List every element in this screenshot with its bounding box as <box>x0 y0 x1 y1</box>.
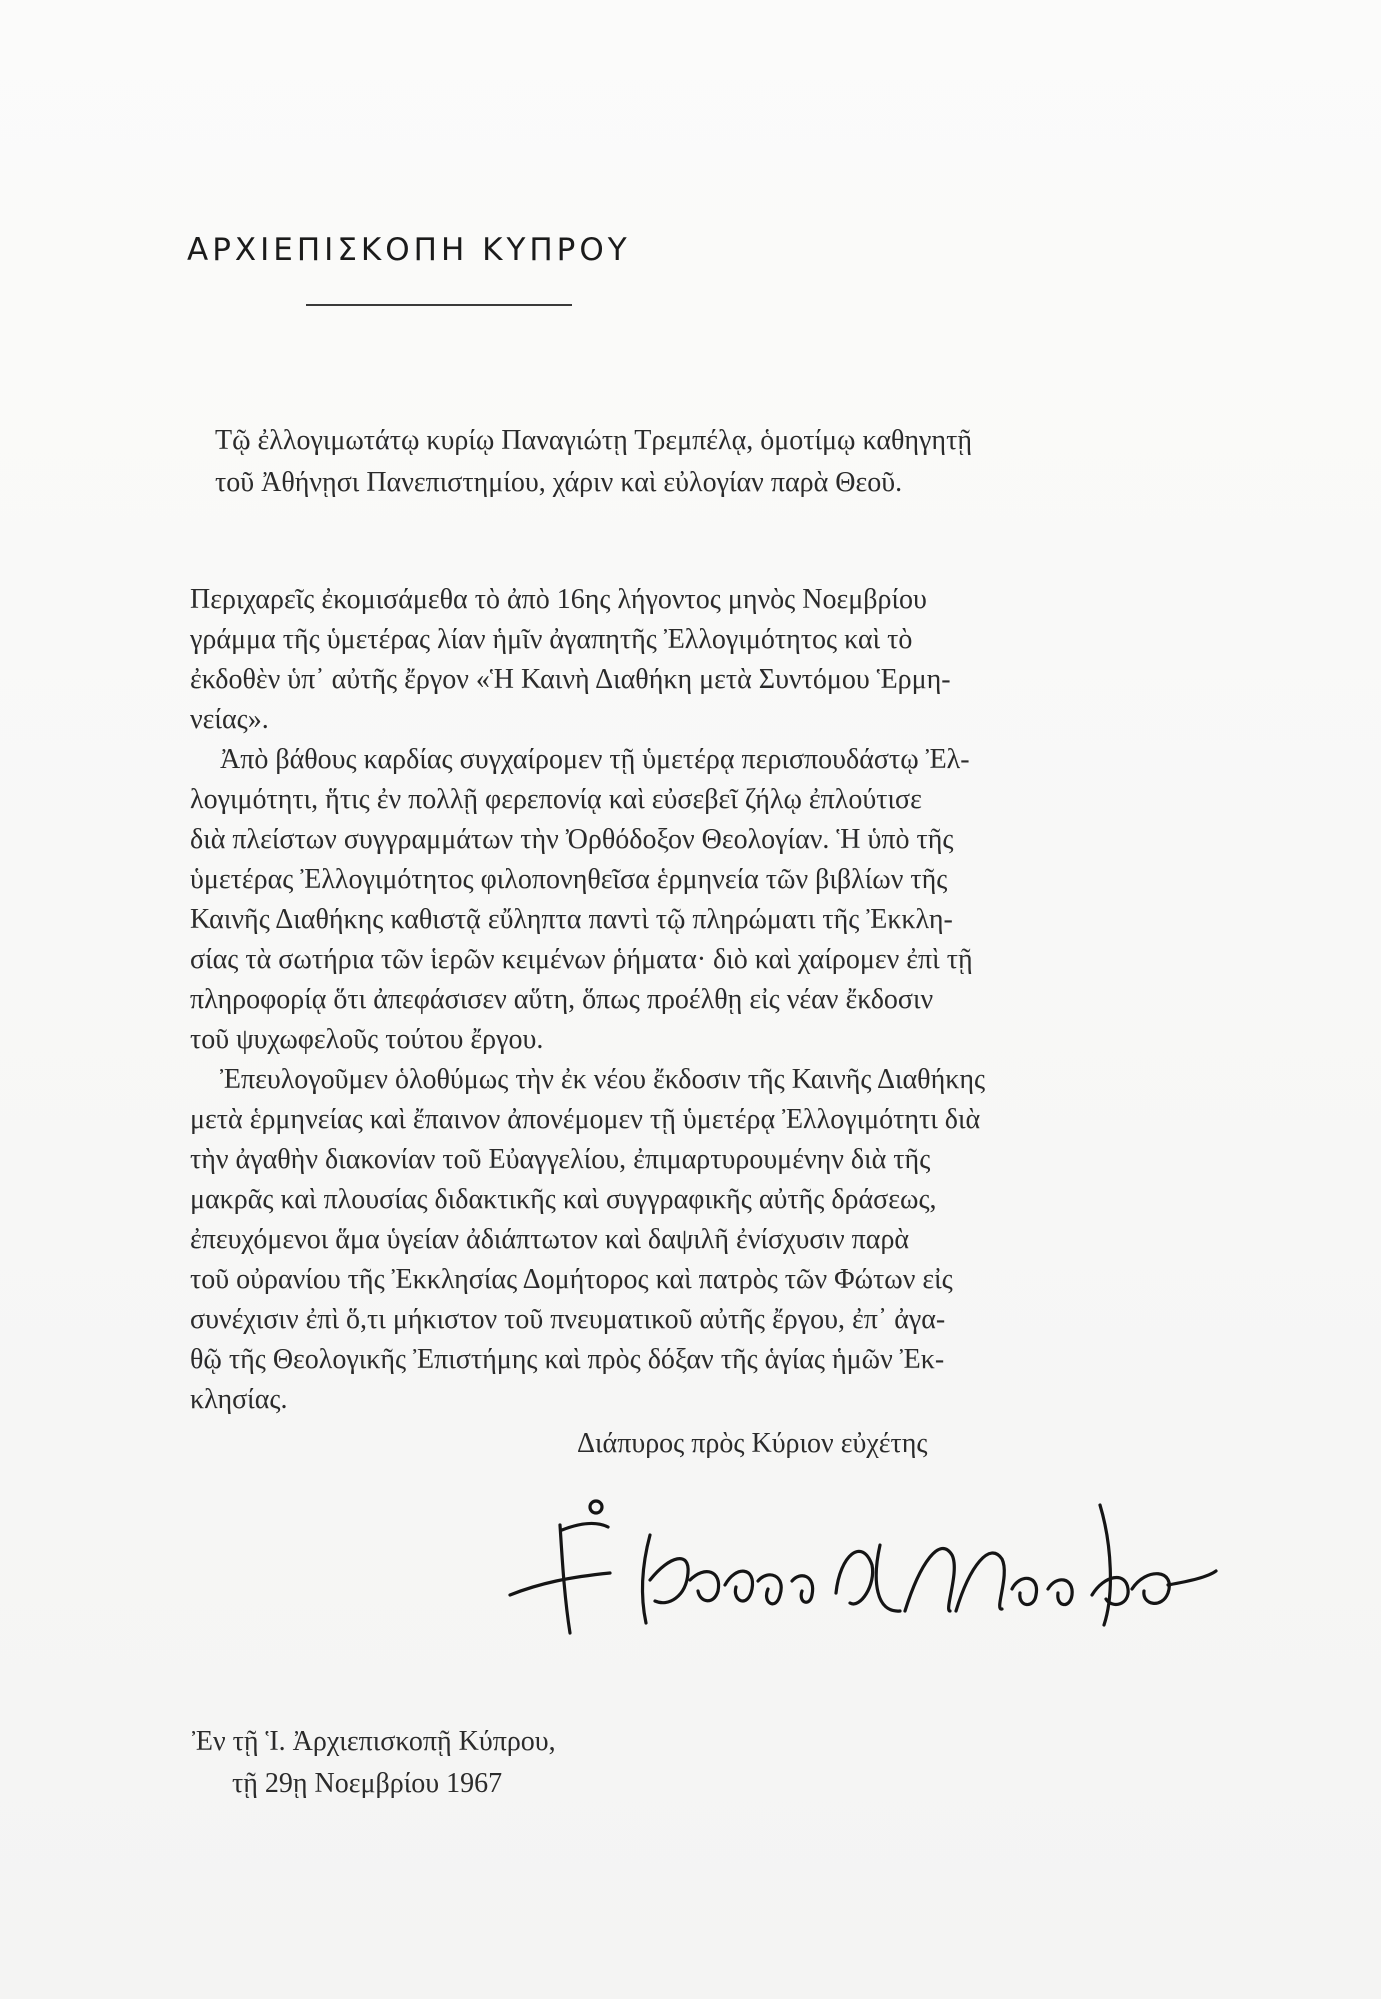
letterhead-title: ΑΡΧΙΕΠΙΣΚΟΠΗ ΚΥΠΡΟΥ <box>187 232 631 268</box>
body-line-8: ὑμετέρας Ἐλλογιμότητος φιλοπονηθεῖσα ἑρμηνεία τῶν βιβλίων τῆς <box>190 864 948 895</box>
body-line-11: πληροφορίᾳ ὅτι ἀπεφάσισεν αὕτη, ὅπως προέλθῃ εἰς νέαν ἔκδοσιν <box>190 984 934 1015</box>
body-line-17: ἐπευχόμενοι ἅμα ὑγείαν ἀδιάπτωτον καὶ δαψιλῆ ἐνίσχυσιν παρὰ <box>190 1224 910 1255</box>
body-line-6: λογιμότητι, ἥτις ἐν πολλῇ φερεπονίᾳ καὶ εὐσεβεῖ ζήλῳ ἐπλούτισε <box>190 784 922 815</box>
place-line: Ἐν τῇ Ἱ. Ἀρχιεπισκοπῇ Κύπρου, <box>192 1726 556 1757</box>
body-line-16: μακρᾶς καὶ πλουσίας διδακτικῆς καὶ συγγραφικῆς αὐτῆς δράσεως, <box>190 1184 937 1215</box>
body-line-21: κλησίας. <box>190 1384 288 1415</box>
body-line-5: Ἀπὸ βάθους καρδίας συγχαίρομεν τῇ ὑμετέρᾳ περισπουδάστῳ Ἐλ- <box>220 744 970 775</box>
body-line-15: τὴν ἀγαθὴν διακονίαν τοῦ Εὐαγγελίου, ἐπιμαρτυρουμένην διὰ τῆς <box>190 1144 931 1175</box>
closing-line: Διάπυρος πρὸς Κύριον εὐχέτης <box>577 1428 928 1459</box>
body-line-2: γράμμα τῆς ὑμετέρας λίαν ἡμῖν ἀγαπητῆς Ἐλλογιμότητος καὶ τὸ <box>190 624 913 655</box>
address-line-1: Τῷ ἐλλογιμωτάτῳ κυρίῳ Παναγιώτῃ Τρεμπέλᾳ, ὁμοτίμῳ καθηγητῇ <box>215 425 972 456</box>
signature-icon <box>500 1485 1220 1645</box>
body-line-18: τοῦ οὐρανίου τῆς Ἐκκλησίας Δομήτορος καὶ πατρὸς τῶν Φώτων εἰς <box>190 1264 953 1295</box>
body-line-14: μετὰ ἑρμηνείας καὶ ἔπαινον ἀπονέμομεν τῇ ὑμετέρᾳ Ἐλλογιμότητι διὰ <box>190 1104 981 1135</box>
body-line-12: τοῦ ψυχωφελοῦς τούτου ἔργου. <box>190 1024 544 1055</box>
body-line-19: συνέχισιν ἐπὶ ὅ,τι μήκιστον τοῦ πνευματικοῦ αὐτῆς ἔργου, ἐπ᾽ ἀγα- <box>190 1304 946 1335</box>
body-line-20: θῷ τῆς Θεολογικῆς Ἐπιστήμης καὶ πρὸς δόξαν τῆς ἁγίας ἡμῶν Ἐκ- <box>190 1344 945 1375</box>
body-line-9: Καινῆς Διαθήκης καθιστᾷ εὔληπτα παντὶ τῷ πληρώματι τῆς Ἐκκλη- <box>190 904 953 935</box>
body-line-7: διὰ πλείστων συγγραμμάτων τὴν Ὀρθόδοξον Θεολογίαν. Ἡ ὑπὸ τῆς <box>190 824 954 855</box>
body-line-10: σίας τὰ σωτήρια τῶν ἱερῶν κειμένων ῥήματα· διὸ καὶ χαίρομεν ἐπὶ τῇ <box>190 944 973 975</box>
body-line-4: νείας». <box>190 704 269 735</box>
date-line: τῇ 29ῃ Νοεμβρίου 1967 <box>232 1768 503 1799</box>
body-line-3: ἐκδοθὲν ὑπ᾽ αὐτῆς ἔργον «Ἡ Καινὴ Διαθήκη μετὰ Συντόμου Ἑρμη- <box>190 664 951 695</box>
letterhead-divider <box>306 304 572 306</box>
body-line-1: Περιχαρεῖς ἐκομισάμεθα τὸ ἀπὸ 16ης λήγοντος μηνὸς Νοεμβρίου <box>190 584 927 615</box>
address-line-2: τοῦ Ἀθήνῃσι Πανεπιστημίου, χάριν καὶ εὐλογίαν παρὰ Θεοῦ. <box>215 467 903 498</box>
body-line-13: Ἐπευλογοῦμεν ὁλοθύμως τὴν ἐκ νέου ἔκδοσιν τῆς Καινῆς Διαθήκης <box>220 1064 986 1095</box>
handwritten-signature <box>500 1485 1220 1645</box>
